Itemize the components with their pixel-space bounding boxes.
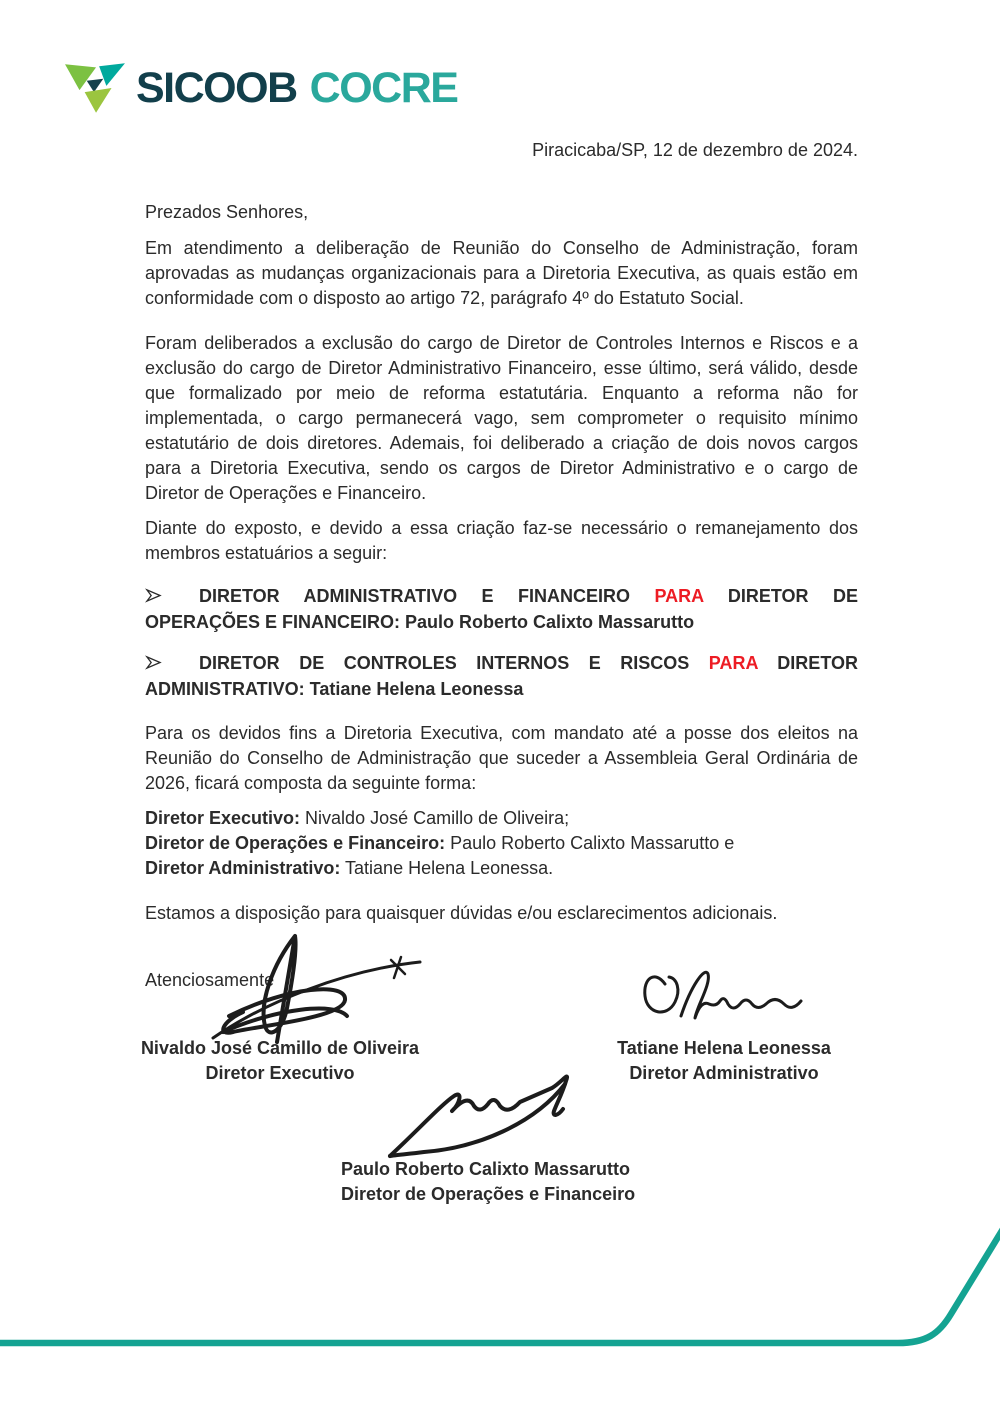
regards-line: Atenciosamente — [145, 970, 275, 990]
director-line — [145, 831, 858, 856]
bullet-item-1 — [145, 584, 858, 635]
teal-corner-curve-icon — [0, 1214, 1000, 1414]
signatory-block — [608, 1036, 840, 1086]
signatory-title: Diretor Administrativo — [629, 1063, 819, 1083]
handwritten-signature-icon — [635, 964, 810, 1032]
handwritten-signature-icon — [195, 930, 440, 1045]
bullet-1-tail: DIRETOR DE OPERAÇÕES E FINANCEIRO: Paulo Roberto Calixto Massarutto — [145, 586, 858, 632]
director-name: Paulo Roberto Calixto Massarutto e — [445, 833, 735, 853]
signatory-name: Nivaldo José Camillo de Oliveira — [140, 1038, 420, 1058]
paragraph-1: Em atendimento a deliberação de Reunião do Conselho de Administração, foram aprovadas as mudanças organizacionais para a Diretoria Executiva, as quais estão em conformidade com o disposto ao artigo 72, parágrafo 4º do Estatuto Social. — [145, 238, 858, 308]
bullet-1-lead: DIRETOR ADMINISTRATIVO E FINANCEIRO — [199, 586, 655, 606]
directors-list — [145, 806, 858, 881]
logo-brand-text: SICOOB — [136, 63, 297, 112]
arrowhead-right-icon — [145, 585, 199, 610]
signatory-name: Tatiane Helena Leonessa — [617, 1038, 831, 1058]
director-name: Nivaldo José Camillo de Oliveira; — [300, 808, 570, 828]
signatory-block — [341, 1157, 651, 1207]
bullet-1-highlight: PARA — [654, 586, 704, 606]
date-line: Piracicaba/SP, 12 de dezembro de 2024. — [532, 140, 858, 160]
director-role-label: Diretor Executivo: — [145, 808, 301, 828]
signatory-name: Paulo Roberto Calixto Massarutto — [341, 1159, 631, 1179]
logo — [64, 62, 457, 114]
director-role-label: Diretor de Operações e Financeiro: — [145, 833, 446, 853]
bullet-item-2 — [145, 651, 858, 702]
paragraph-2: Foram deliberados a exclusão do cargo de Diretor de Controles Internos e Riscos e a exclusão do cargo de Diretor Administrativo Financeiro, esse último, será válido, desde que formalizado por meio de reforma estatutária. Enquanto a reforma não for implementada, o cargo permanecerá vago, sem comprometer o requisito mínimo estatutário de dois diretores. Ademais, foi deliberado a criação de dois novos cargos para a Diretoria Executiva, sendo os cargos de Diretor Administrativo e o cargo de Diretor de Operações e Financeiro. — [145, 333, 858, 503]
logo-unit-text: COCRE — [309, 63, 458, 112]
closing-line: Estamos a disposição para quaisquer dúvidas e/ou esclarecimentos adicionais. — [145, 903, 778, 923]
director-line — [145, 806, 858, 831]
bullet-2-highlight: PARA — [708, 653, 758, 673]
signatory-title: Diretor Executivo — [205, 1063, 355, 1083]
paragraph-4: Para os devidos fins a Diretoria Executiva, com mandato até a posse dos eleitos na Reunião do Conselho de Administração que suceder a Assembleia Geral Ordinária de 2026, ficará composta da seguinte forma: — [145, 723, 858, 793]
director-role-label: Diretor Administrativo: — [145, 858, 341, 878]
director-name: Tatiane Helena Leonessa. — [340, 858, 554, 878]
signatory-block — [130, 1036, 430, 1086]
bullet-2-lead: DIRETOR DE CONTROLES INTERNOS E RISCOS — [199, 653, 709, 673]
sicoob-triangle-logo-icon — [64, 62, 126, 114]
signatory-title: Diretor de Operações e Financeiro — [341, 1184, 636, 1204]
paragraph-3: Diante do exposto, e devido a essa criação faz-se necessário o remanejamento dos membros estatuários a seguir: — [145, 518, 858, 563]
arrowhead-right-icon — [145, 652, 199, 677]
director-line — [145, 856, 858, 881]
salutation: Prezados Senhores, — [145, 202, 309, 222]
bullet-2-tail: DIRETOR ADMINISTRATIVO: Tatiane Helena Leonessa — [145, 653, 858, 699]
